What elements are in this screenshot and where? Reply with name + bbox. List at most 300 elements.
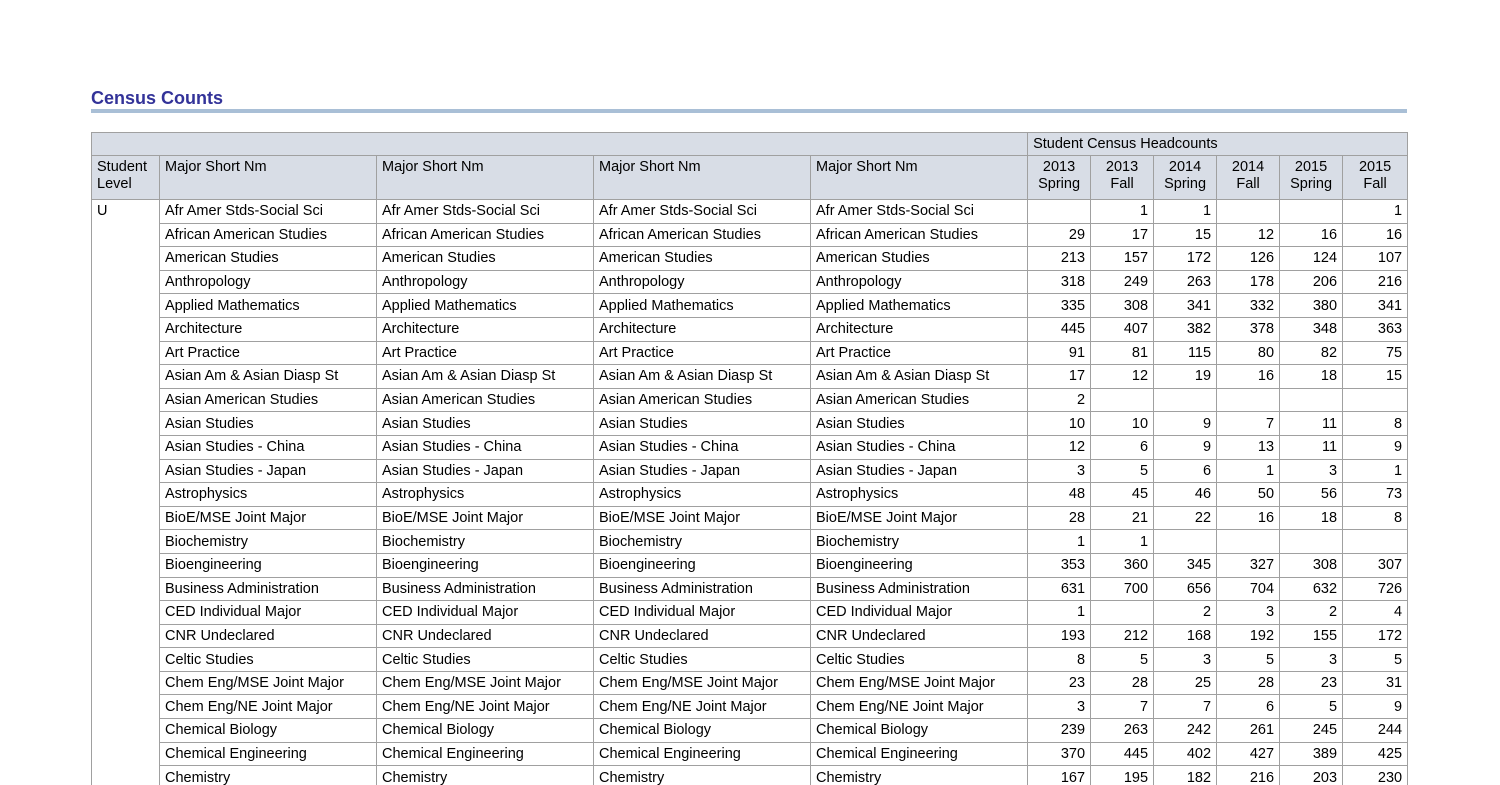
student-level-cell: [92, 506, 160, 530]
headcount-cell: 318: [1028, 270, 1091, 294]
major-cell-2: Architecture: [377, 317, 594, 341]
headcount-cell: 263: [1154, 270, 1217, 294]
major-cell-3: Celtic Studies: [594, 648, 811, 672]
headcount-cell: 7: [1217, 412, 1280, 436]
headcount-cell: 239: [1028, 719, 1091, 743]
major-cell-1: Chemical Engineering: [160, 742, 377, 766]
major-cell-4: Architecture: [811, 317, 1028, 341]
headcount-cell: 17: [1091, 223, 1154, 247]
headcount-cell: 244: [1343, 719, 1408, 743]
headcount-cell: 17: [1028, 365, 1091, 389]
headcount-cell: 445: [1028, 317, 1091, 341]
major-cell-4: Business Administration: [811, 577, 1028, 601]
major-cell-1: Bioengineering: [160, 553, 377, 577]
headcount-cell: 2: [1280, 601, 1343, 625]
student-level-cell: [92, 435, 160, 459]
table-row: [92, 317, 1408, 341]
column-header-major-2: Major Short Nm: [377, 156, 594, 200]
headcount-cell: 29: [1028, 223, 1091, 247]
term-year: 2014: [1168, 159, 1202, 175]
headcount-cell: 19: [1154, 365, 1217, 389]
headcount-cell: 726: [1343, 577, 1408, 601]
headcount-cell: 3: [1154, 648, 1217, 672]
headcount-cell: 155: [1280, 624, 1343, 648]
column-header-term: [1154, 156, 1217, 200]
headcount-cell: 345: [1154, 553, 1217, 577]
major-cell-3: Asian Studies - China: [594, 435, 811, 459]
headcount-cell: 172: [1154, 247, 1217, 271]
student-level-cell: [92, 648, 160, 672]
major-cell-3: Architecture: [594, 317, 811, 341]
major-cell-1: African American Studies: [160, 223, 377, 247]
major-cell-1: CNR Undeclared: [160, 624, 377, 648]
column-header-term: [1028, 156, 1091, 200]
student-level-cell: [92, 671, 160, 695]
column-header-student-level: Student Level: [92, 156, 160, 200]
headcount-cell: 12: [1028, 435, 1091, 459]
term-season: Spring: [1290, 175, 1333, 192]
major-cell-2: Chem Eng/MSE Joint Major: [377, 671, 594, 695]
headcount-cell: 631: [1028, 577, 1091, 601]
headcount-cell: 16: [1343, 223, 1408, 247]
major-cell-2: Chemistry: [377, 766, 594, 785]
headcount-cell: 31: [1343, 671, 1408, 695]
student-level-cell: [92, 530, 160, 554]
student-level-cell: [92, 223, 160, 247]
major-cell-2: Art Practice: [377, 341, 594, 365]
headcount-cell: 335: [1028, 294, 1091, 318]
census-table: [91, 132, 1408, 785]
major-cell-1: Asian Am & Asian Diasp St: [160, 365, 377, 389]
headcount-cell: 216: [1343, 270, 1408, 294]
major-cell-1: Celtic Studies: [160, 648, 377, 672]
headcount-cell: 3: [1028, 459, 1091, 483]
student-level-cell: [92, 294, 160, 318]
major-cell-1: Anthropology: [160, 270, 377, 294]
major-cell-4: Biochemistry: [811, 530, 1028, 554]
column-header-term: [1091, 156, 1154, 200]
major-cell-4: Applied Mathematics: [811, 294, 1028, 318]
headcount-cell: 9: [1154, 412, 1217, 436]
major-cell-3: Chem Eng/NE Joint Major: [594, 695, 811, 719]
major-cell-3: Astrophysics: [594, 483, 811, 507]
headcount-cell: 263: [1091, 719, 1154, 743]
major-cell-3: Asian American Studies: [594, 388, 811, 412]
headcount-cell: 15: [1154, 223, 1217, 247]
headcount-cell: 1: [1028, 530, 1091, 554]
student-level-cell: [92, 317, 160, 341]
headcount-cell: 46: [1154, 483, 1217, 507]
major-cell-3: Asian Studies: [594, 412, 811, 436]
headcount-cell: 3: [1280, 459, 1343, 483]
student-level-cell: [92, 412, 160, 436]
headcount-cell: 341: [1154, 294, 1217, 318]
headcount-cell: 632: [1280, 577, 1343, 601]
student-level-cell: [92, 270, 160, 294]
major-cell-1: Astrophysics: [160, 483, 377, 507]
term-season: Fall: [1363, 175, 1387, 192]
headcount-cell: 80: [1217, 341, 1280, 365]
headcount-cell: 213: [1028, 247, 1091, 271]
table-row: [92, 270, 1408, 294]
major-cell-2: Asian Studies - China: [377, 435, 594, 459]
major-cell-1: Asian Studies - China: [160, 435, 377, 459]
headcount-cell: 348: [1280, 317, 1343, 341]
headcount-cell: 25: [1154, 671, 1217, 695]
headcount-cell: 126: [1217, 247, 1280, 271]
table-row: [92, 459, 1408, 483]
student-level-cell: [92, 577, 160, 601]
headcount-cell: 172: [1343, 624, 1408, 648]
headcount-cell: 5: [1091, 459, 1154, 483]
headcount-cell: 216: [1217, 766, 1280, 785]
headcount-cell: 1: [1091, 200, 1154, 224]
headcount-cell: 45: [1091, 483, 1154, 507]
headcount-cell: 23: [1028, 671, 1091, 695]
headcount-cell: [1343, 388, 1408, 412]
headcount-cell: 212: [1091, 624, 1154, 648]
major-cell-2: CED Individual Major: [377, 601, 594, 625]
major-cell-3: Art Practice: [594, 341, 811, 365]
major-cell-3: Chemical Engineering: [594, 742, 811, 766]
headcount-cell: 445: [1091, 742, 1154, 766]
major-cell-3: Anthropology: [594, 270, 811, 294]
major-cell-2: Chemical Biology: [377, 719, 594, 743]
student-level-cell: [92, 247, 160, 271]
student-level-cell: [92, 553, 160, 577]
headcount-cell: 81: [1091, 341, 1154, 365]
major-cell-1: American Studies: [160, 247, 377, 271]
headcount-cell: 8: [1343, 412, 1408, 436]
table-row: [92, 200, 1408, 224]
headcount-cell: 3: [1280, 648, 1343, 672]
headcount-cell: [1280, 388, 1343, 412]
major-cell-4: Asian Studies - Japan: [811, 459, 1028, 483]
headcount-cell: 7: [1091, 695, 1154, 719]
major-cell-4: Astrophysics: [811, 483, 1028, 507]
major-cell-1: BioE/MSE Joint Major: [160, 506, 377, 530]
headcount-cell: 1: [1091, 530, 1154, 554]
term-year: 2015: [1358, 159, 1392, 175]
column-header-term: [1217, 156, 1280, 200]
major-cell-4: African American Studies: [811, 223, 1028, 247]
headcount-cell: [1280, 530, 1343, 554]
term-season: Spring: [1038, 175, 1081, 192]
headcount-cell: 8: [1028, 648, 1091, 672]
student-level-cell: [92, 483, 160, 507]
headcount-cell: 700: [1091, 577, 1154, 601]
major-cell-2: Chemical Engineering: [377, 742, 594, 766]
major-cell-4: Chem Eng/NE Joint Major: [811, 695, 1028, 719]
headcount-cell: 353: [1028, 553, 1091, 577]
headcount-cell: 370: [1028, 742, 1091, 766]
major-cell-4: Asian Studies: [811, 412, 1028, 436]
major-cell-3: Applied Mathematics: [594, 294, 811, 318]
headcount-cell: 192: [1217, 624, 1280, 648]
headcount-cell: 308: [1280, 553, 1343, 577]
headcount-cell: 5: [1217, 648, 1280, 672]
headcount-cell: 48: [1028, 483, 1091, 507]
report-title: Census Counts: [91, 88, 224, 108]
header-group-row: [92, 133, 1408, 156]
headcount-cell: 7: [1154, 695, 1217, 719]
term-year: 2014: [1231, 159, 1265, 175]
major-cell-3: Afr Amer Stds-Social Sci: [594, 200, 811, 224]
headcount-cell: 6: [1154, 459, 1217, 483]
headcount-cell: 1: [1028, 601, 1091, 625]
headcount-cell: [1280, 200, 1343, 224]
major-cell-1: Business Administration: [160, 577, 377, 601]
table-row: [92, 553, 1408, 577]
table-row: [92, 365, 1408, 389]
headcount-cell: 28: [1028, 506, 1091, 530]
headcount-cell: 1: [1154, 200, 1217, 224]
headcount-cell: 4: [1343, 601, 1408, 625]
major-cell-4: Asian Am & Asian Diasp St: [811, 365, 1028, 389]
student-level-cell: [92, 742, 160, 766]
major-cell-3: Asian Studies - Japan: [594, 459, 811, 483]
major-cell-3: CNR Undeclared: [594, 624, 811, 648]
group-header-headcounts: Student Census Headcounts: [1028, 133, 1408, 156]
major-cell-3: Chem Eng/MSE Joint Major: [594, 671, 811, 695]
headcount-cell: 75: [1343, 341, 1408, 365]
headcount-cell: 332: [1217, 294, 1280, 318]
headcount-cell: 124: [1280, 247, 1343, 271]
headcount-cell: 16: [1217, 365, 1280, 389]
table-row: [92, 483, 1408, 507]
major-cell-3: American Studies: [594, 247, 811, 271]
major-cell-1: Afr Amer Stds-Social Sci: [160, 200, 377, 224]
headcount-cell: 23: [1280, 671, 1343, 695]
student-level-cell: U: [92, 200, 160, 224]
headcount-cell: 5: [1091, 648, 1154, 672]
headcount-cell: 13: [1217, 435, 1280, 459]
headcount-cell: 6: [1091, 435, 1154, 459]
major-cell-1: Art Practice: [160, 341, 377, 365]
headcount-cell: 22: [1154, 506, 1217, 530]
headcount-cell: 5: [1343, 648, 1408, 672]
major-cell-4: Asian Studies - China: [811, 435, 1028, 459]
major-cell-1: Chemistry: [160, 766, 377, 785]
header-group-blank: [92, 133, 1028, 156]
major-cell-2: Asian Studies: [377, 412, 594, 436]
headcount-cell: 308: [1091, 294, 1154, 318]
headcount-cell: 9: [1154, 435, 1217, 459]
major-cell-4: Asian American Studies: [811, 388, 1028, 412]
headcount-cell: 230: [1343, 766, 1408, 785]
column-header-major-3: Major Short Nm: [594, 156, 811, 200]
headcount-cell: 28: [1217, 671, 1280, 695]
headcount-cell: 704: [1217, 577, 1280, 601]
title-divider: [91, 109, 1407, 113]
table-row: [92, 341, 1408, 365]
headcount-cell: [1217, 200, 1280, 224]
major-cell-3: CED Individual Major: [594, 601, 811, 625]
major-cell-2: Biochemistry: [377, 530, 594, 554]
table-row: [92, 530, 1408, 554]
column-header-major-1: Major Short Nm: [160, 156, 377, 200]
headcount-cell: 16: [1217, 506, 1280, 530]
headcount-cell: 91: [1028, 341, 1091, 365]
headcount-cell: 12: [1091, 365, 1154, 389]
headcount-cell: 425: [1343, 742, 1408, 766]
major-cell-2: Afr Amer Stds-Social Sci: [377, 200, 594, 224]
headcount-cell: 11: [1280, 412, 1343, 436]
headcount-cell: 203: [1280, 766, 1343, 785]
headcount-cell: 363: [1343, 317, 1408, 341]
major-cell-2: Chem Eng/NE Joint Major: [377, 695, 594, 719]
headcount-cell: 107: [1343, 247, 1408, 271]
major-cell-2: Bioengineering: [377, 553, 594, 577]
major-cell-2: Business Administration: [377, 577, 594, 601]
table-row: [92, 412, 1408, 436]
major-cell-2: American Studies: [377, 247, 594, 271]
major-cell-4: CNR Undeclared: [811, 624, 1028, 648]
major-cell-2: African American Studies: [377, 223, 594, 247]
student-level-cell: [92, 624, 160, 648]
student-level-cell: [92, 601, 160, 625]
column-header-major-4: Major Short Nm: [811, 156, 1028, 200]
major-cell-1: Chemical Biology: [160, 719, 377, 743]
headcount-cell: 157: [1091, 247, 1154, 271]
term-year: 2013: [1105, 159, 1139, 175]
headcount-cell: 167: [1028, 766, 1091, 785]
headcount-cell: 18: [1280, 365, 1343, 389]
major-cell-2: Anthropology: [377, 270, 594, 294]
headcount-cell: 242: [1154, 719, 1217, 743]
table-row: [92, 742, 1408, 766]
headcount-cell: 261: [1217, 719, 1280, 743]
term-season: Fall: [1110, 175, 1134, 192]
headcount-cell: 2: [1154, 601, 1217, 625]
table-row: [92, 247, 1408, 271]
headcount-cell: 9: [1343, 435, 1408, 459]
headcount-cell: 56: [1280, 483, 1343, 507]
major-cell-2: Celtic Studies: [377, 648, 594, 672]
headcount-cell: [1091, 388, 1154, 412]
headcount-cell: 3: [1028, 695, 1091, 719]
headcount-cell: 3: [1217, 601, 1280, 625]
major-cell-2: Asian American Studies: [377, 388, 594, 412]
headcount-cell: 10: [1028, 412, 1091, 436]
term-year: 2013: [1042, 159, 1076, 175]
headcount-cell: 178: [1217, 270, 1280, 294]
table-row: [92, 388, 1408, 412]
headcount-cell: 307: [1343, 553, 1408, 577]
headcount-cell: 12: [1217, 223, 1280, 247]
headcount-cell: 50: [1217, 483, 1280, 507]
table-row: [92, 294, 1408, 318]
headcount-cell: 1: [1343, 200, 1408, 224]
headcount-cell: 10: [1091, 412, 1154, 436]
table-row: [92, 601, 1408, 625]
major-cell-4: BioE/MSE Joint Major: [811, 506, 1028, 530]
headcount-cell: 82: [1280, 341, 1343, 365]
headcount-cell: 15: [1343, 365, 1408, 389]
major-cell-1: Biochemistry: [160, 530, 377, 554]
student-level-cell: [92, 459, 160, 483]
major-cell-4: American Studies: [811, 247, 1028, 271]
student-level-cell: [92, 341, 160, 365]
headcount-cell: 360: [1091, 553, 1154, 577]
table-row: [92, 648, 1408, 672]
major-cell-4: Anthropology: [811, 270, 1028, 294]
headcount-cell: 402: [1154, 742, 1217, 766]
major-cell-3: Asian Am & Asian Diasp St: [594, 365, 811, 389]
term-year: 2015: [1294, 159, 1328, 175]
headcount-cell: 2: [1028, 388, 1091, 412]
headcount-cell: 195: [1091, 766, 1154, 785]
headcount-cell: 5: [1280, 695, 1343, 719]
table-row: [92, 506, 1408, 530]
headcount-cell: 73: [1343, 483, 1408, 507]
headcount-cell: [1217, 530, 1280, 554]
table-row: [92, 624, 1408, 648]
table-row: [92, 766, 1408, 785]
major-cell-2: BioE/MSE Joint Major: [377, 506, 594, 530]
major-cell-4: Bioengineering: [811, 553, 1028, 577]
major-cell-1: Asian Studies - Japan: [160, 459, 377, 483]
headcount-cell: 245: [1280, 719, 1343, 743]
student-level-cell: [92, 365, 160, 389]
major-cell-4: Chemistry: [811, 766, 1028, 785]
major-cell-3: Chemical Biology: [594, 719, 811, 743]
major-cell-4: Afr Amer Stds-Social Sci: [811, 200, 1028, 224]
major-cell-2: Asian Am & Asian Diasp St: [377, 365, 594, 389]
term-season: Spring: [1164, 175, 1207, 192]
census-table-body: [92, 200, 1408, 785]
headcount-cell: 193: [1028, 624, 1091, 648]
major-cell-2: Astrophysics: [377, 483, 594, 507]
major-cell-1: Chem Eng/MSE Joint Major: [160, 671, 377, 695]
headcount-cell: 382: [1154, 317, 1217, 341]
table-row: [92, 695, 1408, 719]
headcount-cell: 115: [1154, 341, 1217, 365]
major-cell-4: Chemical Biology: [811, 719, 1028, 743]
major-cell-1: Architecture: [160, 317, 377, 341]
table-row: [92, 577, 1408, 601]
major-cell-1: CED Individual Major: [160, 601, 377, 625]
header-columns-row: [92, 156, 1408, 200]
student-level-cell: [92, 695, 160, 719]
headcount-cell: 1: [1217, 459, 1280, 483]
major-cell-4: Celtic Studies: [811, 648, 1028, 672]
major-cell-1: Asian Studies: [160, 412, 377, 436]
headcount-cell: 28: [1091, 671, 1154, 695]
major-cell-2: Asian Studies - Japan: [377, 459, 594, 483]
student-level-cell: [92, 719, 160, 743]
major-cell-3: BioE/MSE Joint Major: [594, 506, 811, 530]
major-cell-1: Chem Eng/NE Joint Major: [160, 695, 377, 719]
headcount-cell: 407: [1091, 317, 1154, 341]
headcount-cell: 1: [1343, 459, 1408, 483]
headcount-cell: 11: [1280, 435, 1343, 459]
major-cell-3: Chemistry: [594, 766, 811, 785]
major-cell-4: Chemical Engineering: [811, 742, 1028, 766]
major-cell-4: Art Practice: [811, 341, 1028, 365]
headcount-cell: 182: [1154, 766, 1217, 785]
column-header-term: [1343, 156, 1408, 200]
major-cell-2: CNR Undeclared: [377, 624, 594, 648]
headcount-cell: [1091, 601, 1154, 625]
major-cell-1: Applied Mathematics: [160, 294, 377, 318]
headcount-cell: 327: [1217, 553, 1280, 577]
headcount-cell: 16: [1280, 223, 1343, 247]
term-season: Fall: [1236, 175, 1260, 192]
table-row: [92, 719, 1408, 743]
headcount-cell: [1154, 388, 1217, 412]
major-cell-4: Chem Eng/MSE Joint Major: [811, 671, 1028, 695]
